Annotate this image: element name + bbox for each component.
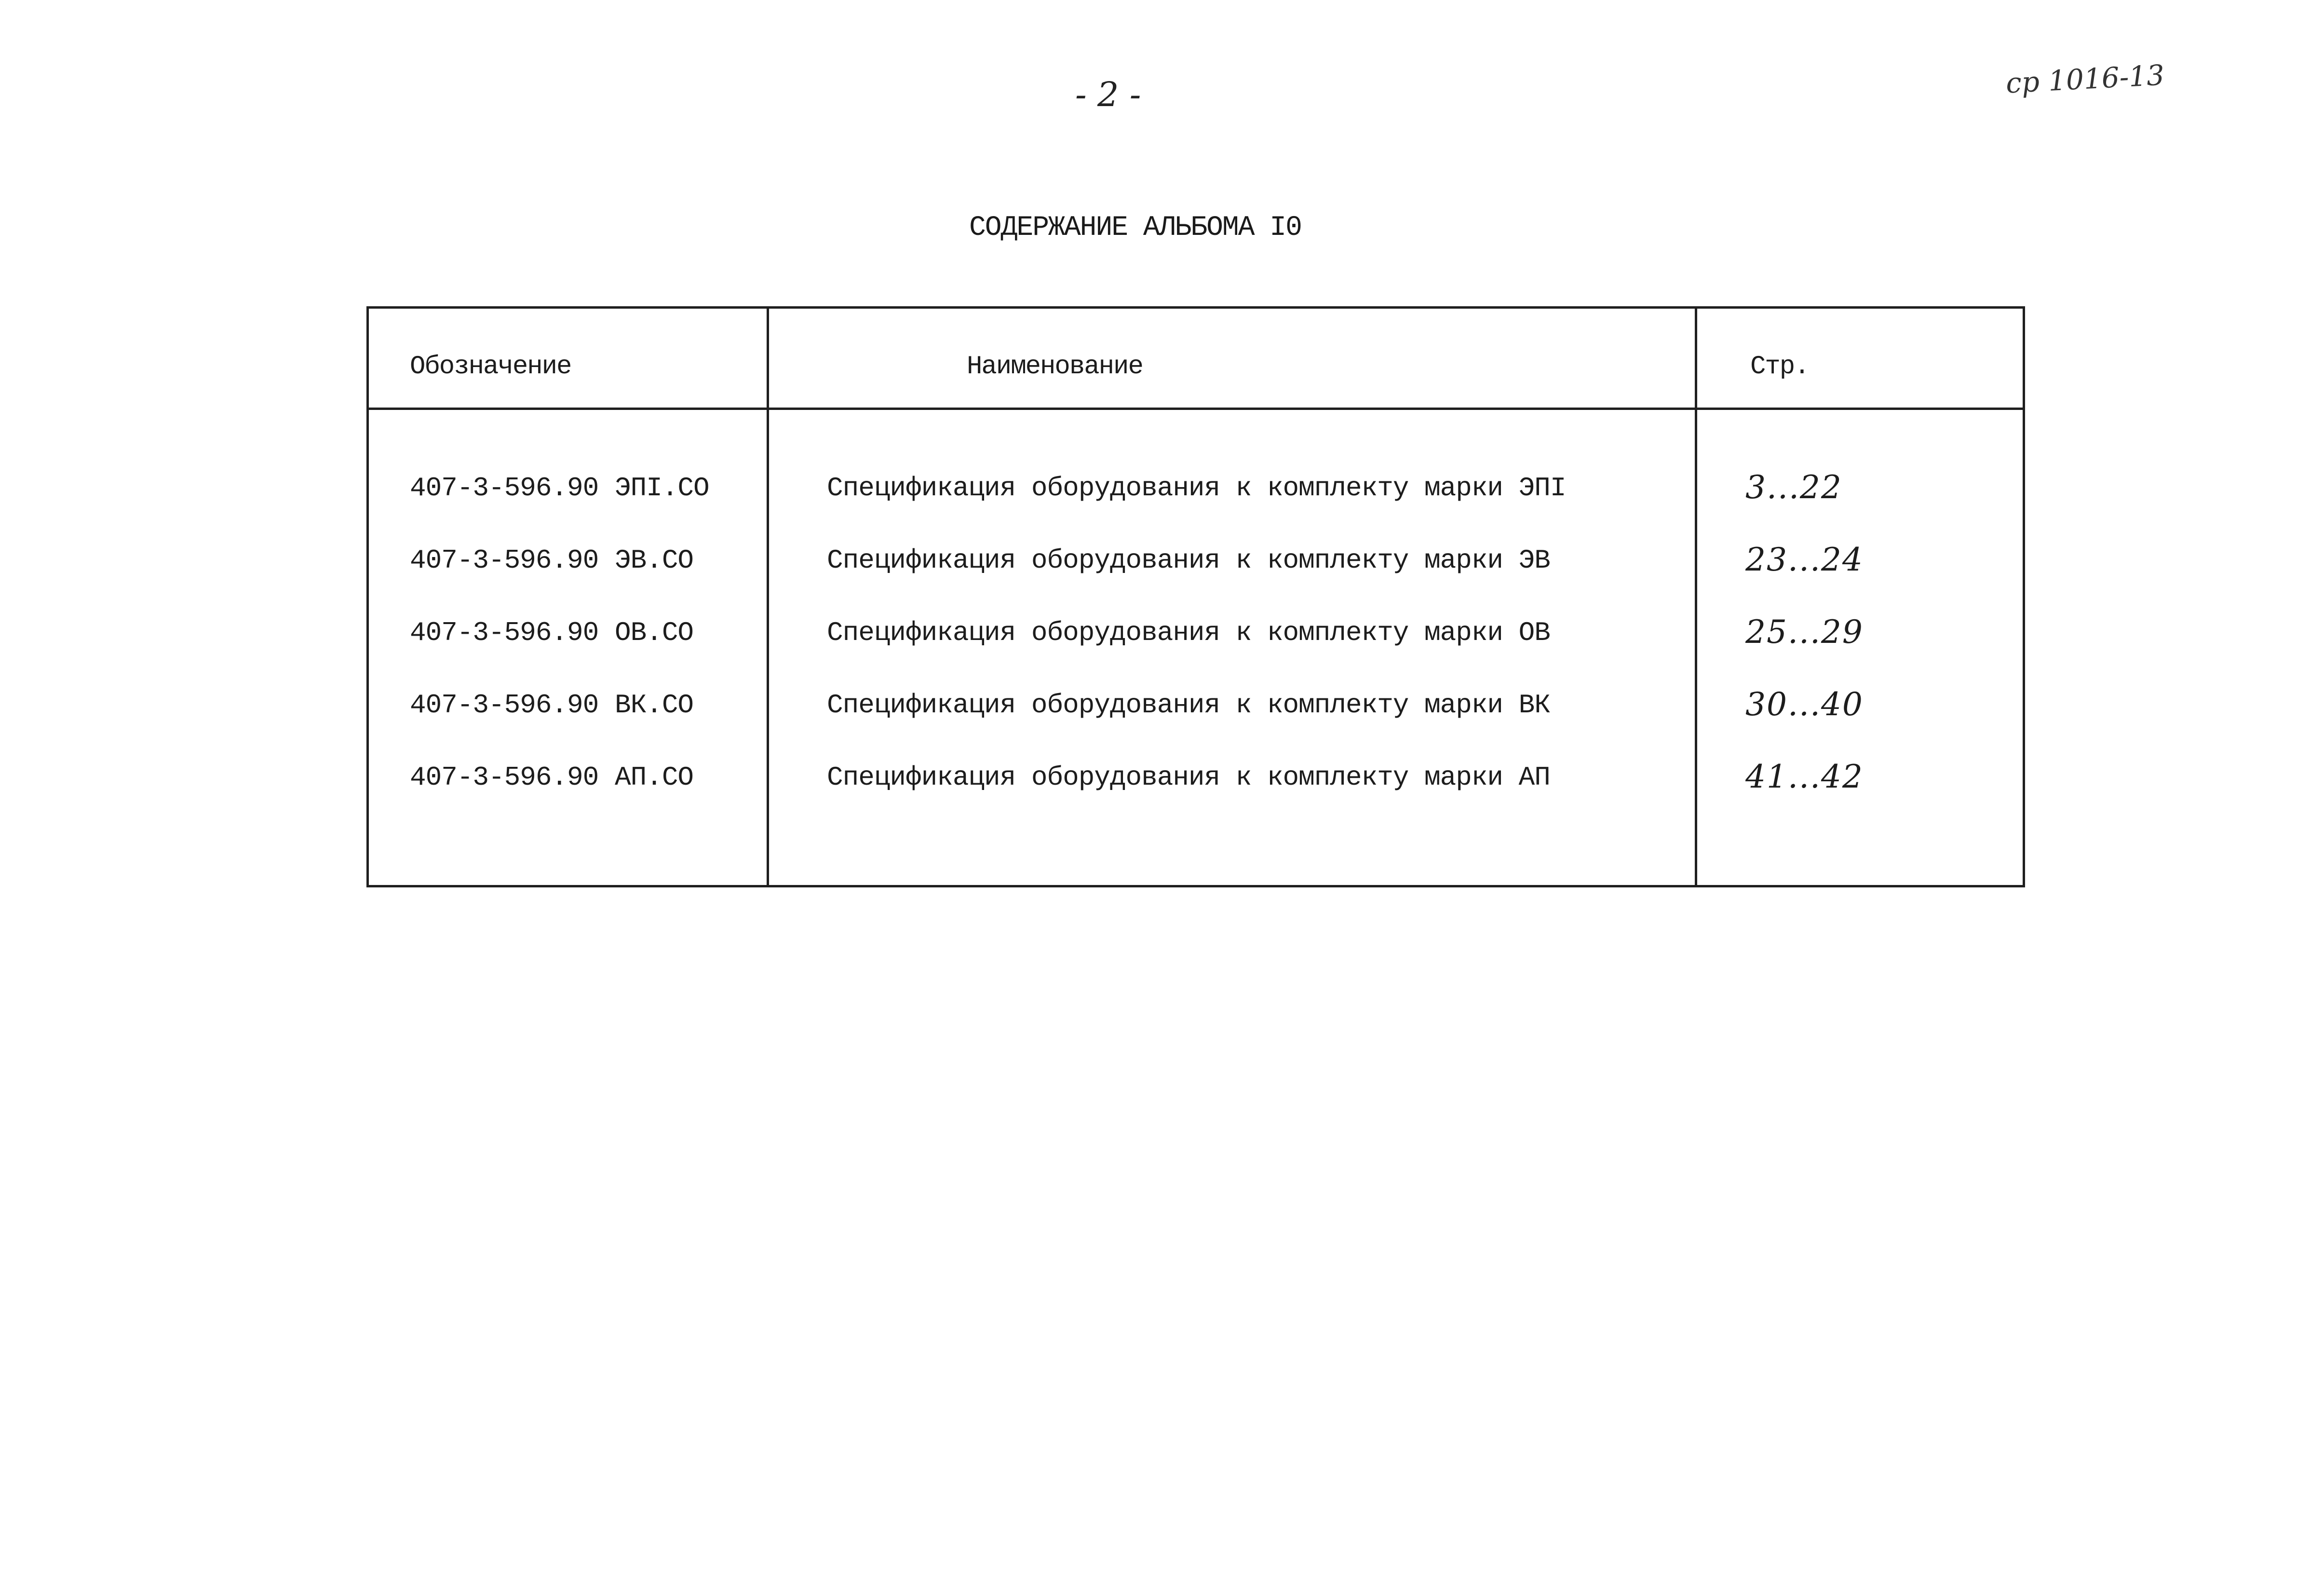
row-code: 407-3-596.90 <box>410 545 599 576</box>
row-pages: 30...40 <box>1745 686 1864 723</box>
row-pages: 41...42 <box>1745 758 1864 795</box>
page-number: - 2 - <box>1075 75 1141 114</box>
row-name: Спецификация оборудования к комплекту марки ЭПI <box>827 473 1566 503</box>
row-name: Спецификация оборудования к комплекту марки АП <box>827 762 1550 793</box>
row-code: 407-3-596.90 <box>410 473 599 503</box>
header-designation: Обозначение <box>410 352 571 381</box>
row-code: 407-3-596.90 <box>410 617 599 648</box>
header-name: Наименование <box>967 352 1143 381</box>
table-row <box>369 758 2023 820</box>
table-row <box>369 541 2023 603</box>
row-mark: ЭПI.СО <box>615 473 709 503</box>
row-pages: 25...29 <box>1745 613 1864 651</box>
row-mark: АП.СО <box>615 762 694 793</box>
table-row <box>369 686 2023 748</box>
row-pages: 23...24 <box>1745 541 1864 578</box>
page-title: СОДЕРЖАНИЕ АЛЬБОМА I0 <box>969 212 1301 244</box>
table-row <box>369 613 2023 675</box>
row-mark: ВК.СО <box>615 690 694 721</box>
row-name: Спецификация оборудования к комплекту марки ЭВ <box>827 545 1550 576</box>
row-mark: ЭВ.СО <box>615 545 694 576</box>
header-divider <box>369 408 2023 410</box>
row-pages: 3...22 <box>1745 469 1842 506</box>
row-mark: ОВ.СО <box>615 617 694 648</box>
table-row <box>369 469 2023 531</box>
row-name: Спецификация оборудования к комплекту марки ВК <box>827 690 1550 721</box>
row-name: Спецификация оборудования к комплекту марки ОВ <box>827 617 1550 648</box>
row-code: 407-3-596.90 <box>410 690 599 721</box>
row-code: 407-3-596.90 <box>410 762 599 793</box>
contents-table <box>366 306 2025 887</box>
handwritten-stamp: ср 1016-13 <box>2005 58 2165 100</box>
header-pages: Стр. <box>1750 352 1809 381</box>
